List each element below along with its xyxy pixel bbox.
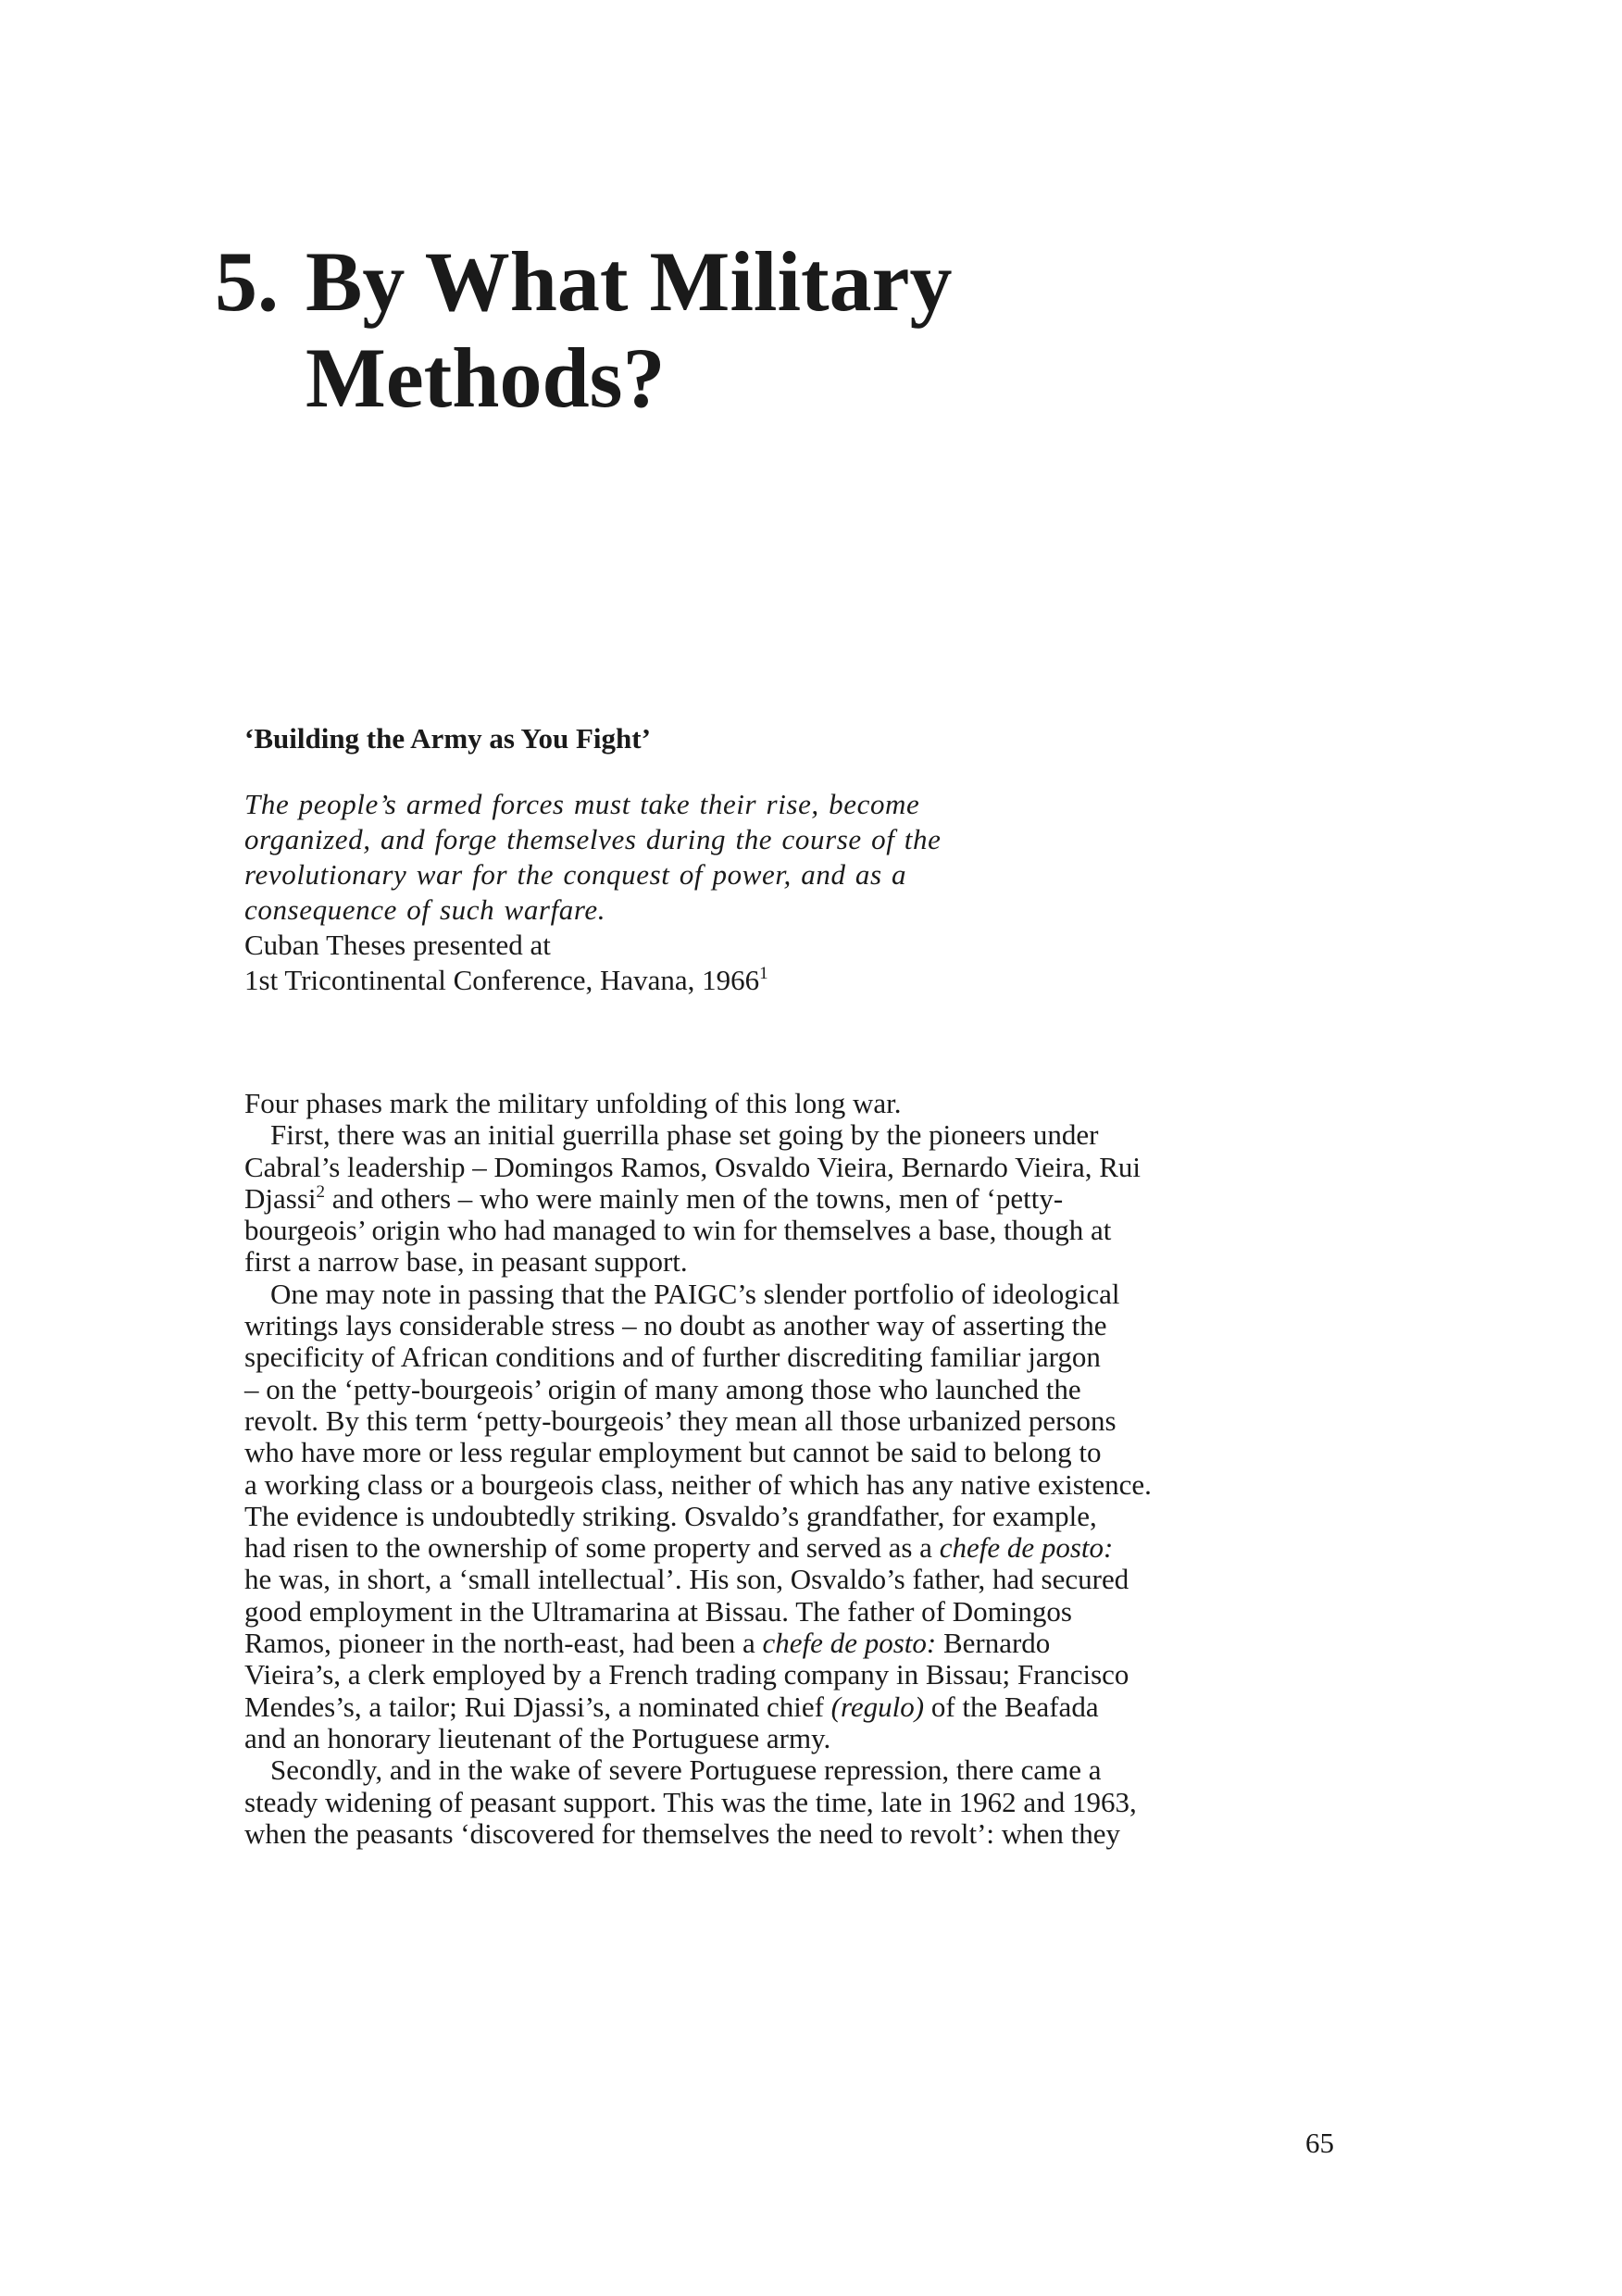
paragraph-text: of the Beafada <box>924 1690 1099 1723</box>
paragraph-line: Vieira’s, a clerk employed by a French trading company in Bissau; Francisco <box>244 1658 1129 1691</box>
paragraph-line: One may note in passing that the PAIGC’s slender portfolio of ideological <box>270 1277 1120 1310</box>
chapter-title <box>215 233 953 426</box>
paragraph-line: writings lays considerable stress – no doubt as another way of asserting the <box>244 1309 1107 1342</box>
footnote-marker[interactable]: 2 <box>316 1181 325 1202</box>
paragraph-line: The evidence is undoubtedly striking. Osvaldo’s grandfather, for example, <box>244 1499 1097 1532</box>
epigraph-source-text: 1st Tricontinental Conference, Havana, 1966 <box>244 964 760 996</box>
paragraph-line: a working class or a bourgeois class, neither of which has any native existence. <box>244 1467 1152 1501</box>
epigraph-source-line: Cuban Theses presented at <box>244 929 551 961</box>
paragraph-line: Four phases mark the military unfolding of this long war. <box>244 1087 902 1119</box>
epigraph-quote-line: organized, and forge themselves during the course of the <box>244 823 942 855</box>
paragraph-line: good employment in the Ultramarina at Bissau. The father of Domingos <box>244 1594 1072 1628</box>
italic-term: (regulo) <box>830 1690 925 1723</box>
paragraph-line <box>244 1183 1378 1215</box>
paragraph-line: – on the ‘petty-bourgeois’ origin of many among those who launched the <box>244 1372 1081 1405</box>
epigraph-source <box>244 928 1263 998</box>
paragraph-text: had risen to the ownership of some property and served as a <box>244 1531 940 1565</box>
paragraph-text: Ramos, pioneer in the north-east, had been a <box>244 1627 763 1660</box>
epigraph-quote-line: consequence of such warfare. <box>244 893 606 926</box>
paragraph-line: specificity of African conditions and of further discrediting familiar jargon <box>244 1341 1101 1374</box>
epigraph <box>244 787 1263 998</box>
epigraph-quote <box>244 787 1263 928</box>
paragraph-line: Cabral’s leadership – Domingos Ramos, Osvaldo Vieira, Bernardo Vieira, Rui <box>244 1150 1142 1183</box>
paragraph-line: bourgeois’ origin who had managed to win for themselves a base, though at <box>244 1214 1112 1247</box>
paragraph-line <box>244 1691 1378 1723</box>
paragraph-text: Djassi <box>244 1181 317 1215</box>
paragraph-text: Mendes’s, a tailor; Rui Djassi’s, a nominated chief <box>244 1690 831 1723</box>
footnote-marker[interactable]: 1 <box>759 964 768 983</box>
italic-term: chefe de posto: <box>939 1531 1114 1565</box>
paragraph-line: First, there was an initial guerrilla phase set going by the pioneers under <box>270 1118 1099 1152</box>
paragraph-line <box>244 1532 1378 1564</box>
chapter-number: 5. <box>215 234 279 329</box>
italic-term: chefe de posto: <box>762 1627 937 1660</box>
epigraph-quote-line: revolutionary war for the conquest of power, and as a <box>244 858 907 891</box>
paragraph-line: who have more or less regular employment but cannot be said to belong to <box>244 1436 1102 1469</box>
paragraph-line: first a narrow base, in peasant support. <box>244 1245 688 1279</box>
body-text <box>244 1088 1378 1850</box>
paragraph-line <box>244 1628 1378 1659</box>
chapter-title-line-1: By What Military <box>306 234 953 329</box>
page-number: 65 <box>1305 2127 1334 2159</box>
paragraph-line: and an honorary lieutenant of the Portuguese army. <box>244 1721 831 1754</box>
paragraph-line: he was, in short, a ‘small intellectual’. His son, Osvaldo’s father, had secured <box>244 1563 1129 1596</box>
paragraph-text: and others – who were mainly men of the towns, men of ‘petty- <box>325 1181 1064 1215</box>
chapter-title-line-2: Methods? <box>306 331 666 425</box>
paragraph-line: when the peasants ‘discovered for themselves the need to revolt’: when they <box>244 1816 1121 1850</box>
paragraph-line: Secondly, and in the wake of severe Portuguese repression, there came a <box>270 1753 1102 1787</box>
paragraph-line: revolt. By this term ‘petty-bourgeois’ they mean all those urbanized persons <box>244 1404 1117 1437</box>
epigraph-source-line <box>244 963 1263 998</box>
epigraph-quote-line: The people’s armed forces must take their rise, become <box>244 788 920 820</box>
section-heading: ‘Building the Army as You Fight’ <box>244 722 651 755</box>
paragraph-text: Bernardo <box>936 1627 1051 1660</box>
paragraph-line: steady widening of peasant support. This was the time, late in 1962 and 1963, <box>244 1785 1137 1818</box>
